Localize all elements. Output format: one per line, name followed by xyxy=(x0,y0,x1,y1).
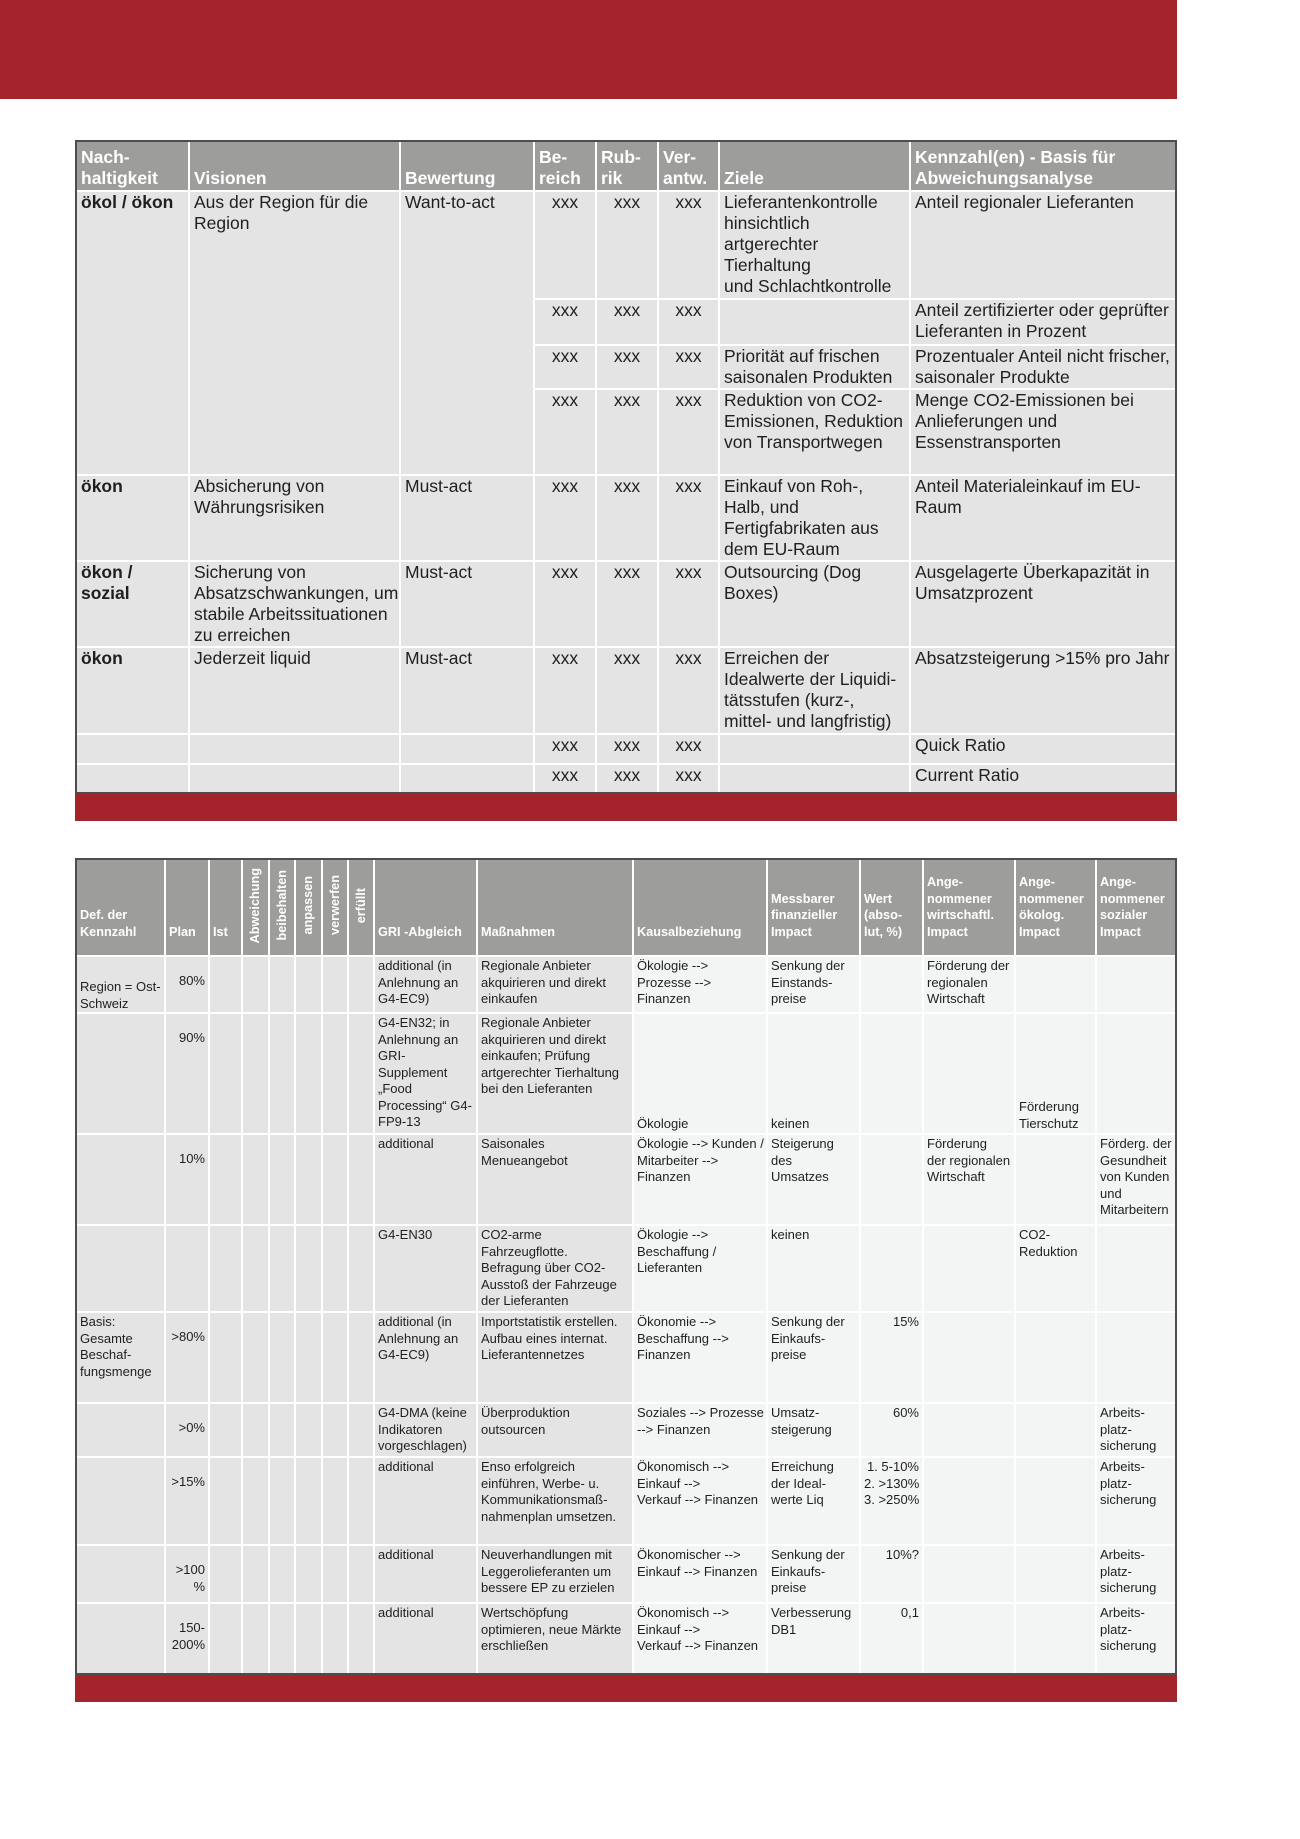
goal-cell: Einkauf von Roh-, Halb, und Fertigfabrikaten aus dem EU-Raum xyxy=(720,476,909,560)
measures-cell: Enso erfolgreich einführen, Werbe- u. Kommunikationsmaß- nahmenplan umsetzen. xyxy=(478,1458,632,1544)
value-cell xyxy=(861,1014,922,1133)
value-cell xyxy=(861,1135,922,1224)
col-header-ecological-impact: Ange- nommener ökolog. Impact xyxy=(1016,860,1095,955)
causal-relation-cell: Ökonomie --> Beschaffung --> Finanzen xyxy=(634,1313,766,1402)
bereich-cell: xxx xyxy=(535,648,595,733)
social-impact-cell: Arbeits- platz- sicherung xyxy=(1097,1404,1175,1456)
goal-cell: Lieferantenkontrolle hinsichtlich artgerechter Tierhaltung und Schlachtkontrolle xyxy=(720,192,909,298)
measures-cell: Überproduktion outsourcen xyxy=(478,1404,632,1456)
social-impact-cell: Arbeits- platz- sicherung xyxy=(1097,1604,1175,1673)
value-cell xyxy=(861,957,922,1012)
erfuellt-cell xyxy=(349,1135,373,1224)
table-header-row xyxy=(77,142,1175,190)
causal-relation-cell: Ökologie --> Beschaffung / Lieferanten xyxy=(634,1226,766,1311)
kpi-definition-cell: Basis: Gesamte Beschaf- fungsmenge xyxy=(77,1313,164,1402)
abweichung-cell xyxy=(243,1404,268,1456)
rubrik-cell: xxx xyxy=(597,390,657,474)
ecological-impact-cell xyxy=(1016,957,1095,1012)
kpi-definition-cell xyxy=(77,1546,164,1602)
col-header-ziele: Ziele xyxy=(720,142,909,190)
goal-cell: Erreichen der Idealwerte der Liquidi- tätsstufen (kurz-, mittel- und langfristig) xyxy=(720,648,909,733)
economic-impact-cell: Förderung der regionalen Wirtschaft xyxy=(924,1135,1014,1224)
measures-cell: Neuverhandlungen mit Leggerolieferanten um bessere EP zu erzielen xyxy=(478,1546,632,1602)
rubrik-cell: xxx xyxy=(597,346,657,388)
col-header-anpassen xyxy=(296,860,321,955)
table-footer-bar xyxy=(75,1675,1177,1702)
anpassen-cell xyxy=(296,1546,321,1602)
erfuellt-cell xyxy=(349,1313,373,1402)
causal-relation-cell: Ökonomisch --> Einkauf --> Verkauf --> Finanzen xyxy=(634,1458,766,1544)
economic-impact-cell xyxy=(924,1546,1014,1602)
beibehalten-cell xyxy=(270,1313,294,1402)
col-header-financial-impact: Messbarer finanzieller Impact xyxy=(768,860,859,955)
table-row xyxy=(77,1546,1175,1602)
financial-impact-cell: keinen xyxy=(768,1014,859,1133)
sustainability-category-cell: ökon xyxy=(77,476,188,560)
economic-impact-cell xyxy=(924,1014,1014,1133)
economic-impact-cell xyxy=(924,1313,1014,1402)
value-cell: 1. 5-10% 2. >130% 3. >250% xyxy=(861,1458,922,1544)
col-header-abweichung xyxy=(243,860,268,955)
ist-cell xyxy=(210,1313,241,1402)
table-row xyxy=(77,648,1175,733)
social-impact-cell: Arbeits- platz- sicherung xyxy=(1097,1458,1175,1544)
verwerfen-cell xyxy=(323,1604,347,1673)
erfuellt-cell xyxy=(349,957,373,1012)
col-header-abweichung-label: Abweichung xyxy=(248,867,263,943)
rubrik-cell: xxx xyxy=(597,562,657,646)
abweichung-cell xyxy=(243,1014,268,1133)
beibehalten-cell xyxy=(270,1604,294,1673)
anpassen-cell xyxy=(296,1135,321,1224)
rubrik-cell: xxx xyxy=(597,476,657,560)
beibehalten-cell xyxy=(270,1135,294,1224)
header-banner xyxy=(0,0,1177,99)
col-header-kennzahl: Kennzahl(en) - Basis für Abweichungsanalyse xyxy=(911,142,1175,190)
col-header-economic-impact: Ange- nommener wirtschaftl. Impact xyxy=(924,860,1014,955)
financial-impact-cell: Erreichung der Ideal- werte Liq xyxy=(768,1458,859,1544)
verwerfen-cell xyxy=(323,1226,347,1311)
table-row xyxy=(77,765,1175,792)
kpi-cell: Anteil Materialeinkauf im EU- Raum xyxy=(911,476,1175,560)
anpassen-cell xyxy=(296,1226,321,1311)
economic-impact-cell xyxy=(924,1404,1014,1456)
abweichung-cell xyxy=(243,1604,268,1673)
goal-cell xyxy=(720,765,909,792)
value-cell xyxy=(861,1226,922,1311)
verantwortung-cell: xxx xyxy=(659,648,718,733)
gri-cell: additional (in Anlehnung an G4-EC9) xyxy=(375,957,476,1012)
col-header-kpi-definition: Def. der Kennzahl xyxy=(77,860,164,955)
table-header-row xyxy=(77,860,1175,955)
gri-cell: additional xyxy=(375,1135,476,1224)
table-row xyxy=(77,1604,1175,1673)
social-impact-cell xyxy=(1097,1313,1175,1402)
beibehalten-cell xyxy=(270,1226,294,1311)
table-row xyxy=(77,476,1175,560)
col-header-causal-relation: Kausalbeziehung xyxy=(634,860,766,955)
ecological-impact-cell xyxy=(1016,1313,1095,1402)
financial-impact-cell: keinen xyxy=(768,1226,859,1311)
erfuellt-cell xyxy=(349,1226,373,1311)
plan-cell: >80% xyxy=(166,1313,208,1402)
col-header-beibehalten-label: beibehalten xyxy=(274,870,289,941)
kpi-definition-cell xyxy=(77,1604,164,1673)
col-header-bewertung: Bewertung xyxy=(401,142,533,190)
value-cell: 15% xyxy=(861,1313,922,1402)
financial-impact-cell: Senkung der Einkaufs- preise xyxy=(768,1546,859,1602)
kpi-cell: Prozentualer Anteil nicht frischer, saisonaler Produkte xyxy=(911,346,1175,388)
erfuellt-cell xyxy=(349,1604,373,1673)
social-impact-cell xyxy=(1097,1014,1175,1133)
abweichung-cell xyxy=(243,1313,268,1402)
rubrik-cell: xxx xyxy=(597,735,657,763)
col-header-bereich: Be- reich xyxy=(535,142,595,190)
bereich-cell: xxx xyxy=(535,346,595,388)
kpi-cell: Quick Ratio xyxy=(911,735,1175,763)
ist-cell xyxy=(210,1014,241,1133)
ecological-impact-cell xyxy=(1016,1404,1095,1456)
bereich-cell: xxx xyxy=(535,765,595,792)
sustainability-category-cell: ökon xyxy=(77,648,188,733)
table-row xyxy=(77,562,1175,646)
verwerfen-cell xyxy=(323,1546,347,1602)
anpassen-cell xyxy=(296,1458,321,1544)
anpassen-cell xyxy=(296,1404,321,1456)
beibehalten-cell xyxy=(270,1458,294,1544)
rating-cell: Want-to-act xyxy=(401,192,533,474)
gri-cell: G4-DMA (keine Indikatoren vorgeschlagen) xyxy=(375,1404,476,1456)
goal-cell: Reduktion von CO2- Emissionen, Reduktion von Transportwegen xyxy=(720,390,909,474)
ist-cell xyxy=(210,1135,241,1224)
goals-section xyxy=(75,140,1177,821)
ist-cell xyxy=(210,1458,241,1544)
ecological-impact-cell xyxy=(1016,1135,1095,1224)
kpi-cell: Anteil regionaler Lieferanten xyxy=(911,192,1175,298)
kpi-definition-cell xyxy=(77,1014,164,1133)
anpassen-cell xyxy=(296,957,321,1012)
plan-cell: 150- 200% xyxy=(166,1604,208,1673)
kpi-cell: Anteil zertifizierter oder geprüfter Lieferanten in Prozent xyxy=(911,300,1175,344)
table-row xyxy=(77,1458,1175,1544)
sustainability-category-cell: ökon / sozial xyxy=(77,562,188,646)
verwerfen-cell xyxy=(323,1014,347,1133)
beibehalten-cell xyxy=(270,1404,294,1456)
goal-cell: Priorität auf frischen saisonalen Produkten xyxy=(720,346,909,388)
vision-cell xyxy=(190,765,399,792)
verwerfen-cell xyxy=(323,1404,347,1456)
rating-cell xyxy=(401,735,533,763)
erfuellt-cell xyxy=(349,1014,373,1133)
beibehalten-cell xyxy=(270,1014,294,1133)
ecological-impact-cell: Förderung Tierschutz xyxy=(1016,1014,1095,1133)
bereich-cell: xxx xyxy=(535,562,595,646)
abweichung-cell xyxy=(243,1546,268,1602)
measures-cell: Regionale Anbieter akquirieren und direkt einkaufen xyxy=(478,957,632,1012)
kpi-definition-cell xyxy=(77,1226,164,1311)
rubrik-cell: xxx xyxy=(597,300,657,344)
verwerfen-cell xyxy=(323,1458,347,1544)
value-cell: 60% xyxy=(861,1404,922,1456)
table-row xyxy=(77,192,1175,298)
financial-impact-cell: Senkung der Einstands- preise xyxy=(768,957,859,1012)
sustainability-category-cell xyxy=(77,765,188,792)
causal-relation-cell: Ökologie --> Kunden / Mitarbeiter --> Finanzen xyxy=(634,1135,766,1224)
beibehalten-cell xyxy=(270,957,294,1012)
kpi-definition-cell xyxy=(77,1135,164,1224)
plan-cell: 10% xyxy=(166,1135,208,1224)
rubrik-cell: xxx xyxy=(597,648,657,733)
social-impact-cell xyxy=(1097,957,1175,1012)
causal-relation-cell: Ökonomisch --> Einkauf --> Verkauf --> Finanzen xyxy=(634,1604,766,1673)
ecological-impact-cell: CO2- Reduktion xyxy=(1016,1226,1095,1311)
col-header-gri: GRI -Abgleich xyxy=(375,860,476,955)
measures-cell: Saisonales Menueangebot xyxy=(478,1135,632,1224)
kpi-definition-cell xyxy=(77,1404,164,1456)
kpi-cell: Current Ratio xyxy=(911,765,1175,792)
col-header-value: Wert (abso- lut, %) xyxy=(861,860,922,955)
measures-cell: Regionale Anbieter akquirieren und direkt einkaufen; Prüfung artgerechter Tierhaltung bei den Lieferanten xyxy=(478,1014,632,1133)
economic-impact-cell xyxy=(924,1604,1014,1673)
verwerfen-cell xyxy=(323,1313,347,1402)
kpi-section xyxy=(75,858,1177,1702)
col-header-nachhaltigkeit: Nach- haltigkeit xyxy=(77,142,188,190)
bereich-cell: xxx xyxy=(535,390,595,474)
col-header-verwerfen-label: verwerfen xyxy=(327,875,342,936)
table-row xyxy=(77,1135,1175,1224)
table-row xyxy=(77,1404,1175,1456)
abweichung-cell xyxy=(243,1458,268,1544)
rubrik-cell: xxx xyxy=(597,192,657,298)
value-cell: 0,1 xyxy=(861,1604,922,1673)
ist-cell xyxy=(210,1404,241,1456)
anpassen-cell xyxy=(296,1313,321,1402)
anpassen-cell xyxy=(296,1604,321,1673)
col-header-beibehalten xyxy=(270,860,294,955)
col-header-verantwortung: Ver- antw. xyxy=(659,142,718,190)
kpi-cell: Menge CO2-Emissionen bei Anlieferungen und Essenstransporten xyxy=(911,390,1175,474)
verantwortung-cell: xxx xyxy=(659,562,718,646)
goals-table xyxy=(75,140,1177,794)
rating-cell: Must-act xyxy=(401,648,533,733)
beibehalten-cell xyxy=(270,1546,294,1602)
table-footer-bar xyxy=(75,794,1177,821)
ist-cell xyxy=(210,1226,241,1311)
economic-impact-cell xyxy=(924,1458,1014,1544)
bereich-cell: xxx xyxy=(535,476,595,560)
causal-relation-cell: Soziales --> Prozesse --> Finanzen xyxy=(634,1404,766,1456)
financial-impact-cell: Verbesserung DB1 xyxy=(768,1604,859,1673)
col-header-anpassen-label: anpassen xyxy=(301,875,316,935)
erfuellt-cell xyxy=(349,1404,373,1456)
financial-impact-cell: Steigerung des Umsatzes xyxy=(768,1135,859,1224)
plan-cell: >100 % xyxy=(166,1546,208,1602)
economic-impact-cell: Förderung der regionalen Wirtschaft xyxy=(924,957,1014,1012)
goal-cell xyxy=(720,300,909,344)
plan-cell: 90% xyxy=(166,1014,208,1133)
ecological-impact-cell xyxy=(1016,1604,1095,1673)
sustainability-category-cell xyxy=(77,735,188,763)
kpi-definition-cell: Region = Ost- Schweiz xyxy=(77,957,164,1012)
kpi-definition-cell xyxy=(77,1458,164,1544)
col-header-rubrik: Rub- rik xyxy=(597,142,657,190)
col-header-measures: Maßnahmen xyxy=(478,860,632,955)
table-row xyxy=(77,957,1175,1012)
col-header-erfuellt-label: erfüllt xyxy=(353,887,368,923)
col-header-plan: Plan xyxy=(166,860,208,955)
kpi-table xyxy=(75,858,1177,1675)
abweichung-cell xyxy=(243,1226,268,1311)
col-header-ist: Ist xyxy=(210,860,241,955)
abweichung-cell xyxy=(243,957,268,1012)
rating-cell: Must-act xyxy=(401,476,533,560)
ist-cell xyxy=(210,1604,241,1673)
rating-cell xyxy=(401,765,533,792)
erfuellt-cell xyxy=(349,1458,373,1544)
anpassen-cell xyxy=(296,1014,321,1133)
social-impact-cell xyxy=(1097,1226,1175,1311)
verantwortung-cell: xxx xyxy=(659,765,718,792)
ecological-impact-cell xyxy=(1016,1546,1095,1602)
gri-cell: additional xyxy=(375,1604,476,1673)
sustainability-category-cell: ökol / ökon xyxy=(77,192,188,474)
goal-cell xyxy=(720,735,909,763)
col-header-erfuellt xyxy=(349,860,373,955)
table-row xyxy=(77,1313,1175,1402)
col-header-social-impact: Ange- nommener sozialer Impact xyxy=(1097,860,1175,955)
causal-relation-cell: Ökologie xyxy=(634,1014,766,1133)
gri-cell: G4-EN30 xyxy=(375,1226,476,1311)
value-cell: 10%? xyxy=(861,1546,922,1602)
verantwortung-cell: xxx xyxy=(659,300,718,344)
col-header-visionen: Visionen xyxy=(190,142,399,190)
erfuellt-cell xyxy=(349,1546,373,1602)
bereich-cell: xxx xyxy=(535,192,595,298)
verantwortung-cell: xxx xyxy=(659,735,718,763)
verwerfen-cell xyxy=(323,1135,347,1224)
abweichung-cell xyxy=(243,1135,268,1224)
measures-cell: Wertschöpfung optimieren, neue Märkte erschließen xyxy=(478,1604,632,1673)
goal-cell: Outsourcing (Dog Boxes) xyxy=(720,562,909,646)
table-row xyxy=(77,1014,1175,1133)
vision-cell xyxy=(190,735,399,763)
kpi-cell: Ausgelagerte Überkapazität in Umsatzprozent xyxy=(911,562,1175,646)
verantwortung-cell: xxx xyxy=(659,476,718,560)
gri-cell: additional (in Anlehnung an G4-EC9) xyxy=(375,1313,476,1402)
bereich-cell: xxx xyxy=(535,735,595,763)
measures-cell: Importstatistik erstellen. Aufbau eines internat. Lieferantennetzes xyxy=(478,1313,632,1402)
rubrik-cell: xxx xyxy=(597,765,657,792)
ecological-impact-cell xyxy=(1016,1458,1095,1544)
verantwortung-cell: xxx xyxy=(659,390,718,474)
causal-relation-cell: Ökologie --> Prozesse --> Finanzen xyxy=(634,957,766,1012)
bereich-cell: xxx xyxy=(535,300,595,344)
ist-cell xyxy=(210,957,241,1012)
social-impact-cell: Förderg. der Gesundheit von Kunden und Mitarbeitern xyxy=(1097,1135,1175,1224)
rating-cell: Must-act xyxy=(401,562,533,646)
table-row xyxy=(77,735,1175,763)
gri-cell: additional xyxy=(375,1458,476,1544)
verantwortung-cell: xxx xyxy=(659,346,718,388)
measures-cell: CO2-arme Fahrzeugflotte. Befragung über CO2- Ausstoß der Fahrzeuge der Lieferanten xyxy=(478,1226,632,1311)
verwerfen-cell xyxy=(323,957,347,1012)
financial-impact-cell: Senkung der Einkaufs- preise xyxy=(768,1313,859,1402)
economic-impact-cell xyxy=(924,1226,1014,1311)
vision-cell: Aus der Region für die Region xyxy=(190,192,399,474)
social-impact-cell: Arbeits- platz- sicherung xyxy=(1097,1546,1175,1602)
financial-impact-cell: Umsatz- steigerung xyxy=(768,1404,859,1456)
vision-cell: Jederzeit liquid xyxy=(190,648,399,733)
col-header-verwerfen xyxy=(323,860,347,955)
plan-cell: >15% xyxy=(166,1458,208,1544)
gri-cell: additional xyxy=(375,1546,476,1602)
table-row xyxy=(77,1226,1175,1311)
gri-cell: G4-EN32; in Anlehnung an GRI- Supplement „Food Processing“ G4- FP9-13 xyxy=(375,1014,476,1133)
plan-cell xyxy=(166,1226,208,1311)
vision-cell: Absicherung von Währungsrisiken xyxy=(190,476,399,560)
causal-relation-cell: Ökonomischer --> Einkauf --> Finanzen xyxy=(634,1546,766,1602)
kpi-cell: Absatzsteigerung >15% pro Jahr xyxy=(911,648,1175,733)
verantwortung-cell: xxx xyxy=(659,192,718,298)
ist-cell xyxy=(210,1546,241,1602)
vision-cell: Sicherung von Absatzschwankungen, um stabile Arbeitssituationen zu erreichen xyxy=(190,562,399,646)
plan-cell: 80% xyxy=(166,957,208,1012)
plan-cell: >0% xyxy=(166,1404,208,1456)
